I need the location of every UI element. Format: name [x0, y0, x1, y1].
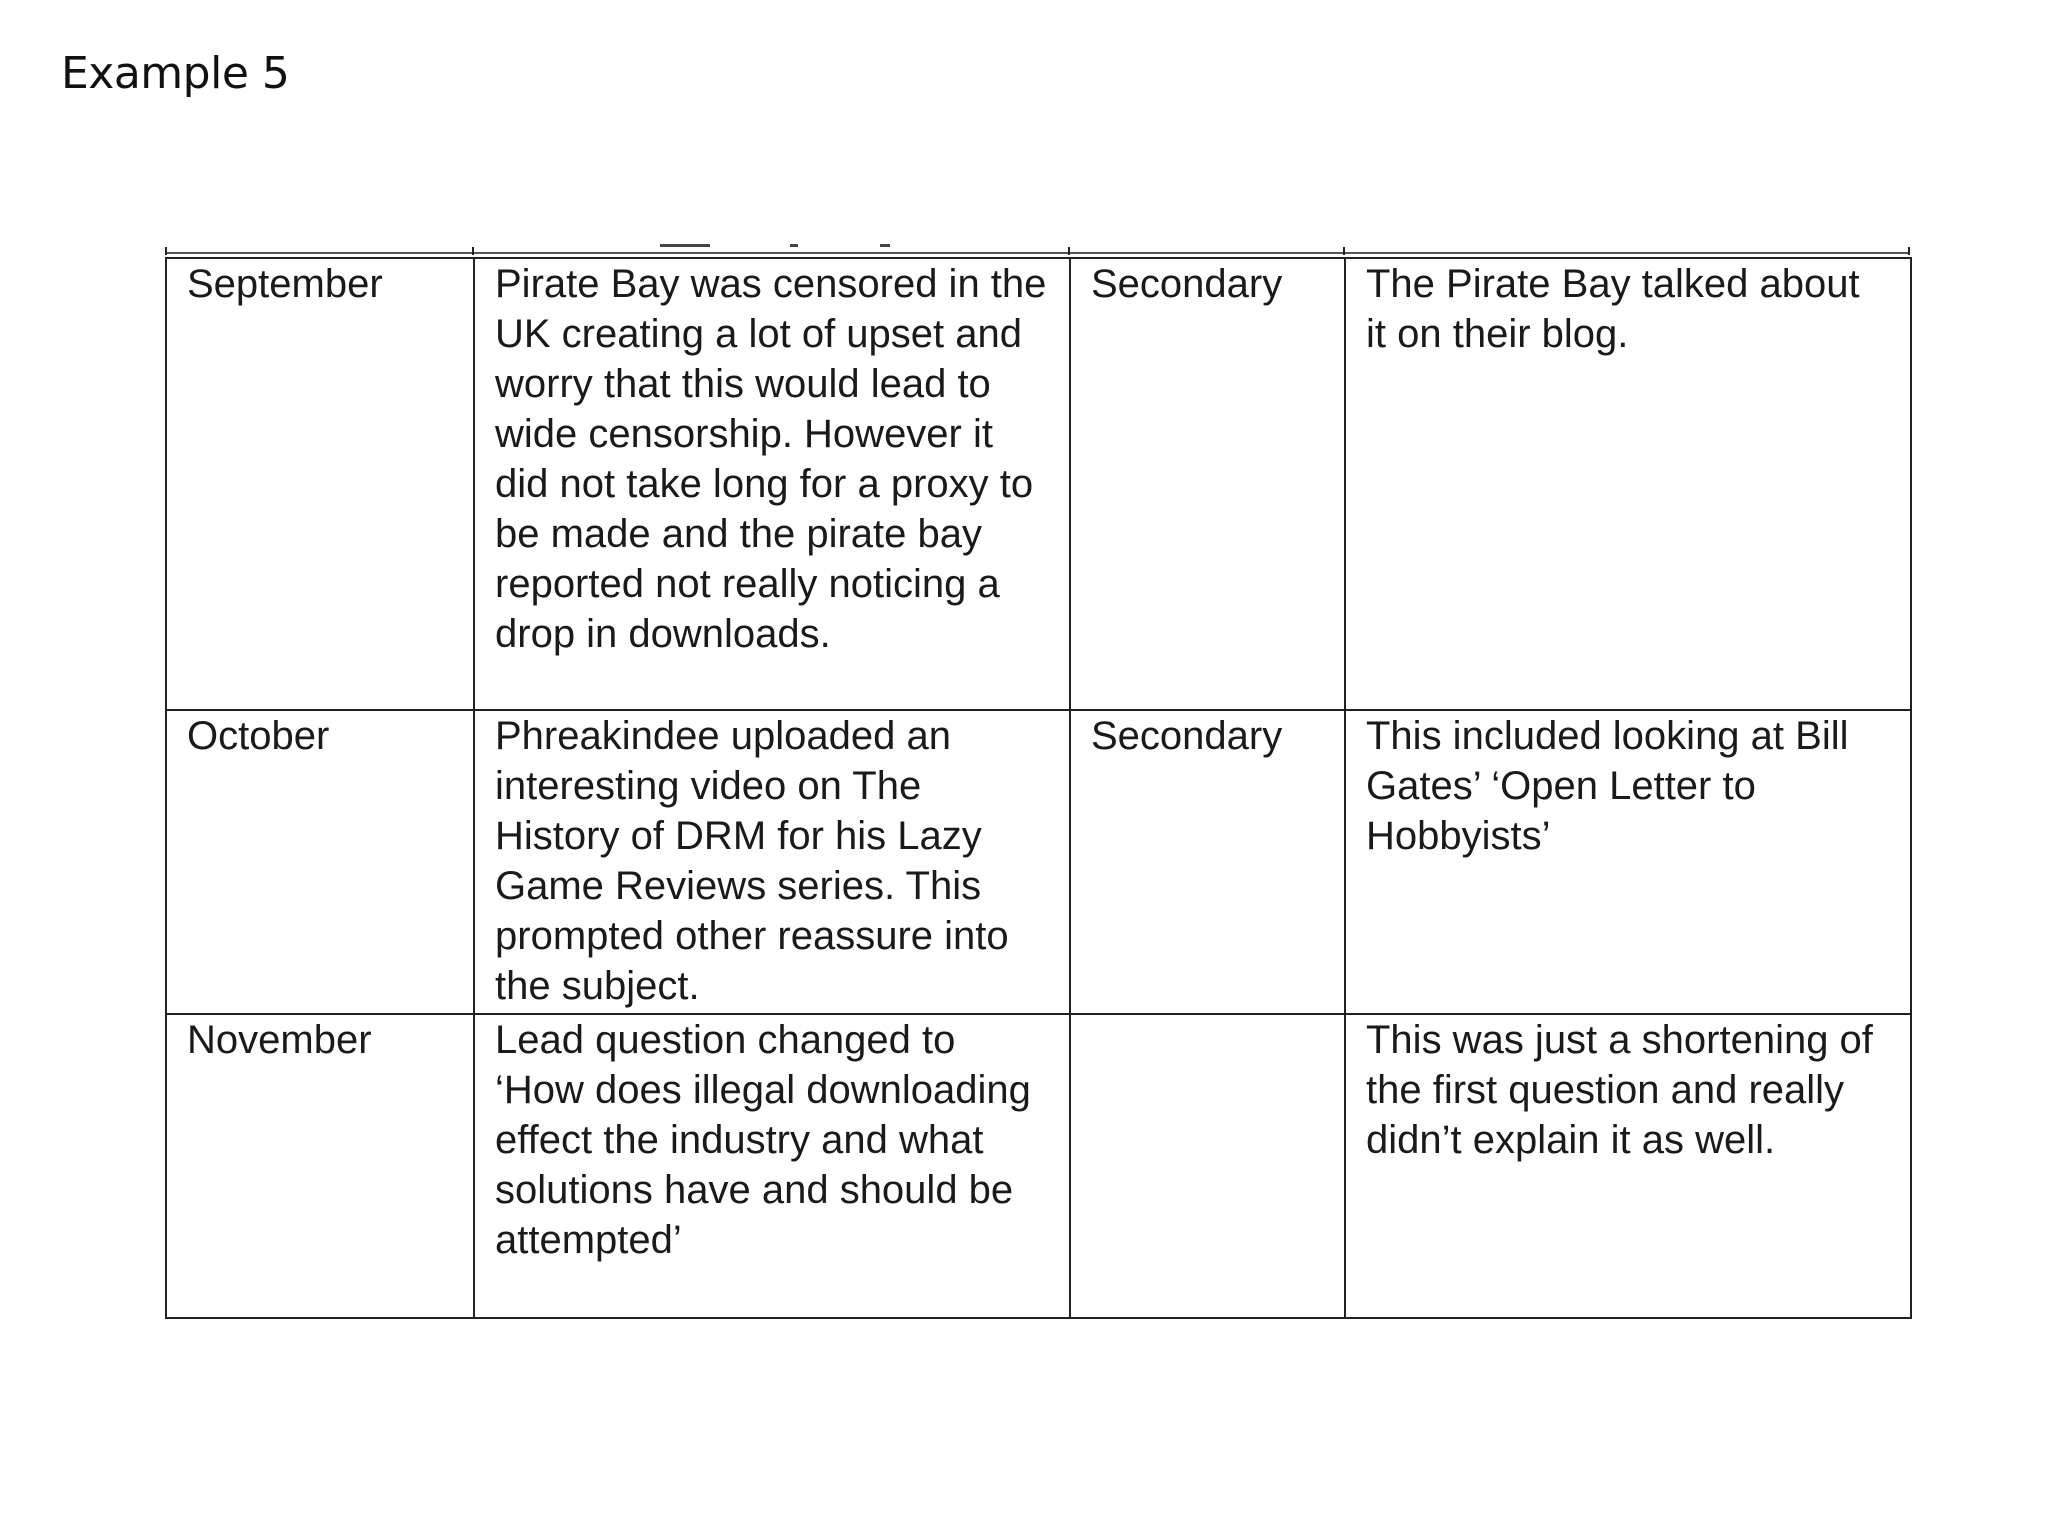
- slide-title: Example 5: [61, 48, 290, 99]
- event-cell: Lead question changed to ‘How does illegal downloading effect the industry and what solutions have and should be attempted’: [474, 1014, 1070, 1318]
- cropped-text-fragment: [660, 244, 710, 247]
- notes-cell: This was just a shortening of the first question and really didn’t explain it as well.: [1345, 1014, 1911, 1318]
- table-row: [166, 258, 1911, 710]
- source-type-cell: Secondary: [1070, 710, 1345, 1014]
- notes-cell: This included looking at Bill Gates’ ‘Open Letter to Hobbyists’: [1345, 710, 1911, 1014]
- cropped-row-tick: [1068, 247, 1070, 255]
- cropped-text-fragment: [790, 244, 798, 247]
- cropped-text-fragment: [880, 244, 890, 247]
- cropped-row-tick: [1908, 247, 1910, 255]
- month-cell: October: [166, 710, 474, 1014]
- research-log-table: [165, 257, 1912, 1319]
- event-cell: Phreakindee uploaded an interesting video on The History of DRM for his Lazy Game Reviews series. This prompted other reassure into the subject.: [474, 710, 1070, 1014]
- month-cell: September: [166, 258, 474, 710]
- cropped-row-tick: [472, 247, 474, 255]
- cropped-row-tick: [165, 247, 167, 255]
- cropped-row-tick: [1343, 247, 1345, 255]
- notes-cell: The Pirate Bay talked about it on their blog.: [1345, 258, 1911, 710]
- source-type-cell: Secondary: [1070, 258, 1345, 710]
- month-cell: November: [166, 1014, 474, 1318]
- table-row: [166, 710, 1911, 1014]
- event-cell: Pirate Bay was censored in the UK creating a lot of upset and worry that this would lead to wide censorship. However it did not take long for a proxy to be made and the pirate bay reported not really noticing a drop in downloads.: [474, 258, 1070, 710]
- cropped-row-border: [165, 252, 1910, 254]
- table-row: [166, 1014, 1911, 1318]
- source-type-cell: [1070, 1014, 1345, 1318]
